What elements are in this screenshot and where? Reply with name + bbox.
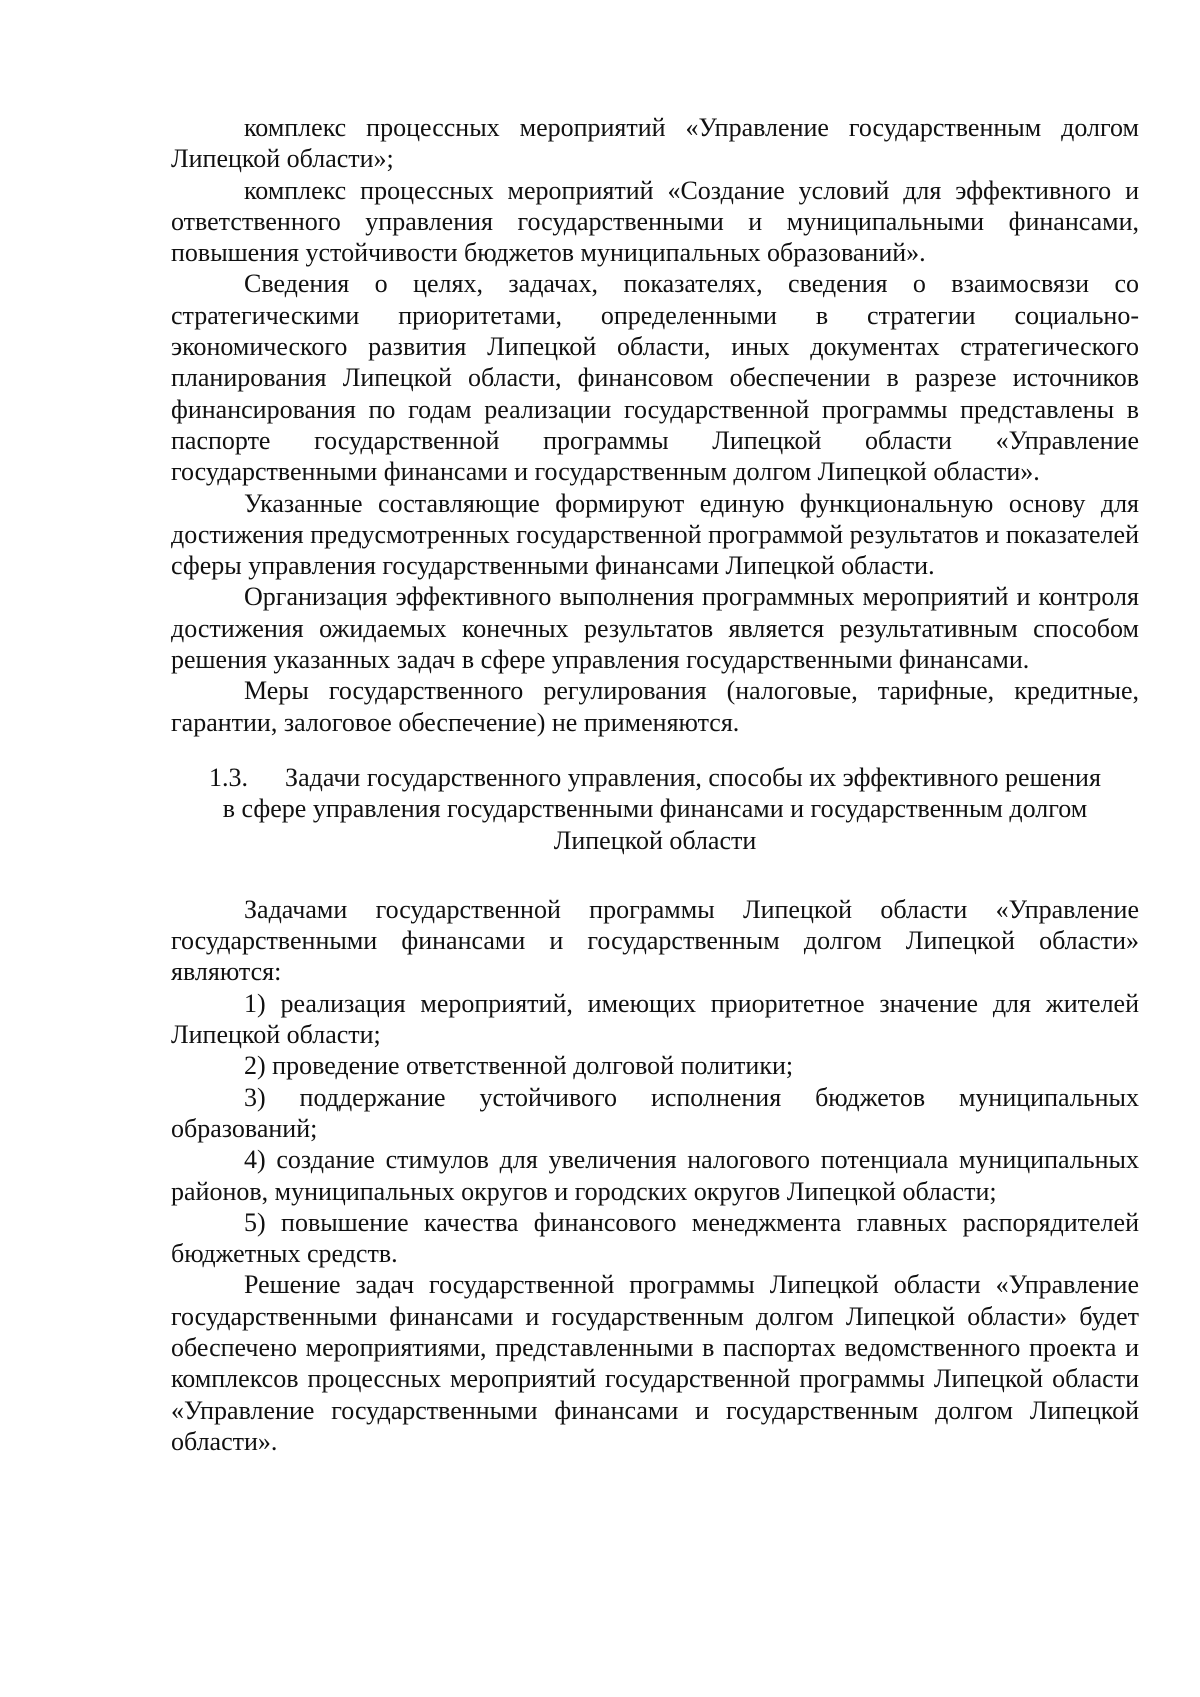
section-heading-line-1 — [171, 762, 1139, 793]
section-heading-line-2: в сфере управления государственными финансами и государственным долгом — [222, 794, 1088, 824]
list-item-task-1: 1) реализация мероприятий, имеющих приоритетное значение для жителей Липецкой области; — [171, 988, 1139, 1050]
paragraph-process-debt-complex: комплекс процессных мероприятий «Управление государственным долгом Липецкой области»; — [171, 113, 1139, 174]
section-heading — [171, 762, 1139, 856]
document-page — [171, 112, 1139, 1457]
paragraph-regulation-measures: Меры государственного регулирования (налоговые, тарифные, кредитные, гарантии, залоговое обеспечение) не применяются. — [171, 676, 1139, 737]
paragraph-process-finance-complex: комплекс процессных мероприятий «Создание условий для эффективного и ответственного управления государственными и муниципальными финансами, повышения устойчивости бюджетов муниципальных образований». — [171, 175, 1139, 268]
list-item-task-5: 5) повышение качества финансового менеджмента главных распорядителей бюджетных средств. — [171, 1207, 1139, 1269]
paragraph-functional-basis: Указанные составляющие формируют единую функциональную основу для достижения предусмотренных государственной программой результатов и показателей сферы управления государственными финансами Липецкой области. — [171, 488, 1139, 581]
section-number: 1.3. — [209, 762, 249, 792]
paragraph-program-info: Сведения о целях, задачах, показателях, сведения о взаимосвязи со стратегическими приоритетами, определенными в стратегии социально-экономического развития Липецкой области, иных документах стратегического планирования Липецкой области, финансовом обеспечении в разрезе источников финансирования по годам реализации государственной программы представлены в паспорте государственной программы Липецкой области «Управление государственными финансами и государственным долгом Липецкой области». — [171, 269, 1139, 487]
paragraph-organization: Организация эффективного выполнения программных мероприятий и контроля достижения ожидаемых конечных результатов является результативным способом решения указанных задач в сфере управления государственными финансами. — [171, 582, 1139, 675]
list-item-task-3: 3) поддержание устойчивого исполнения бюджетов муниципальных образований; — [171, 1082, 1139, 1143]
section-heading-text-1: Задачи государственного управления, способы их эффективного решения — [285, 762, 1101, 792]
list-item-task-2: 2) проведение ответственной долговой политики; — [244, 1051, 794, 1081]
paragraph-tasks-intro: Задачами государственной программы Липецкой области «Управление государственными финансами и государственным долгом Липецкой области» являются: — [171, 894, 1139, 987]
list-item-task-4: 4) создание стимулов для увеличения налогового потенциала муниципальных районов, муниципальных округов и городских округов Липецкой области; — [171, 1145, 1139, 1206]
section-heading-line-3: Липецкой области — [553, 825, 757, 855]
paragraph-tasks-solution: Решение задач государственной программы Липецкой области «Управление государственными финансами и государственным долгом Липецкой области» будет обеспечено мероприятиями, представленными в паспортах ведомственного проекта и комплексов процессных мероприятий государственной программы Липецкой области «Управление государственными финансами и государственным долгом Липецкой области». — [171, 1270, 1139, 1456]
